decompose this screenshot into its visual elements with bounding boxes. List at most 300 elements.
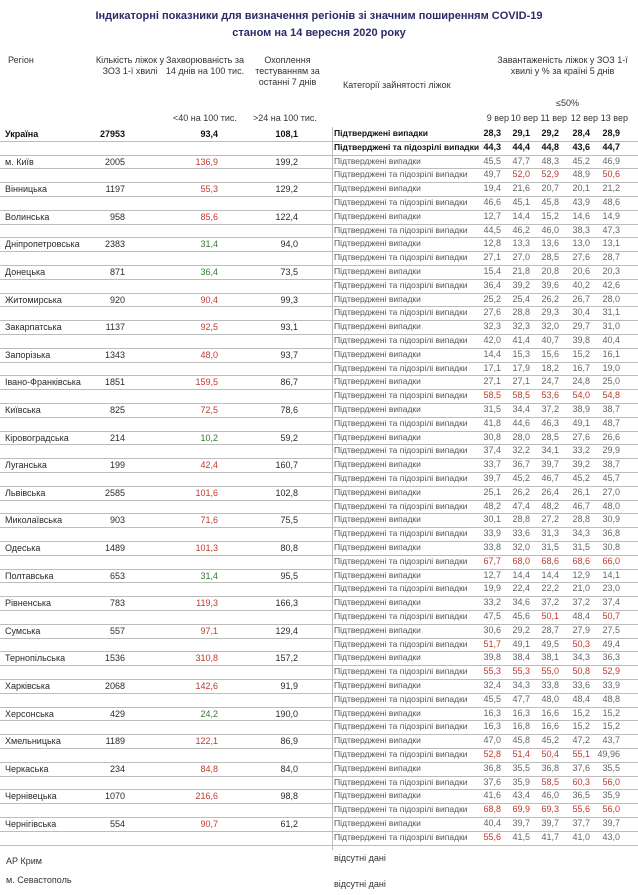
morbidity-value: 216,6 (195, 791, 218, 802)
occupancy-value: 35,5 (602, 762, 620, 773)
occupancy-value: 26,2 (541, 293, 559, 304)
region-name: Херсонська (5, 708, 54, 719)
occupancy-value: 13,0 (572, 238, 590, 249)
occupancy-value: 37,6 (483, 776, 501, 787)
morbidity-value: 72,5 (200, 405, 218, 415)
occupancy-value: 39,8 (483, 652, 501, 663)
coverage-value: 93,1 (280, 322, 298, 333)
confirmed-line (0, 320, 638, 335)
header-region: Регіон (8, 55, 34, 65)
occupancy-value: 54,8 (602, 390, 620, 401)
occupancy-value: 48,9 (572, 169, 590, 180)
confirmed-suspected-line (0, 306, 638, 321)
occupancy-value: 27,1 (483, 376, 501, 387)
occupancy-value: 14,6 (572, 210, 590, 221)
confirmed-suspected-line (0, 803, 638, 818)
occupancy-value: 24,8 (572, 376, 590, 387)
table-row (0, 541, 638, 569)
occupancy-value: 55,3 (512, 666, 530, 677)
category-label: Підтверджені та підозрілі випадки (334, 776, 468, 787)
occupancy-value: 26,4 (541, 486, 559, 497)
occupancy-value: 56,0 (602, 804, 620, 815)
occupancy-value: 31,5 (541, 542, 559, 552)
occupancy-value: 34,1 (541, 445, 559, 456)
category-label: Підтверджені випадки (334, 321, 421, 332)
occupancy-value: 44,6 (512, 417, 530, 428)
morbidity-value: 71,6 (200, 515, 218, 526)
morbidity-value: 310,8 (195, 653, 218, 664)
occupancy-value: 33,8 (483, 542, 501, 552)
category-label: Підтверджені та підозрілі випадки (334, 362, 468, 373)
coverage-value: 98,8 (280, 791, 298, 802)
beds-value: 1851 (104, 377, 125, 388)
occupancy-value: 48,8 (602, 693, 620, 704)
occupancy-value: 52,0 (512, 169, 530, 180)
occupancy-value: 50,4 (541, 748, 559, 759)
occupancy-value: 33,2 (572, 445, 590, 456)
coverage-value: 129,2 (275, 184, 298, 195)
occupancy-value: 55,6 (483, 831, 501, 842)
occupancy-value: 46,6 (483, 196, 501, 207)
beds-value: 1536 (104, 653, 125, 664)
confirmed-line (0, 651, 638, 666)
occupancy-value: 47,7 (512, 155, 530, 166)
occupancy-value: 33,9 (602, 680, 620, 690)
category-label: Підтверджені випадки (334, 404, 421, 414)
confirmed-line (0, 293, 638, 308)
occupancy-value: 38,7 (602, 404, 620, 414)
region-name: Харківська (5, 681, 50, 691)
occupancy-value: 47,5 (483, 610, 501, 621)
category-label: Підтверджені випадки (334, 707, 421, 718)
occupancy-value: 45,2 (512, 472, 530, 483)
region-name: Чернігівська (5, 819, 57, 829)
morbidity-value: 85,6 (200, 211, 218, 222)
occupancy-value: 12,8 (483, 238, 501, 249)
page-title-line1: Індикаторні показники для визначення регіонів зі значним поширенням COVID-19 (95, 10, 543, 22)
occupancy-value: 26,2 (512, 486, 530, 497)
occupancy-value: 44,3 (483, 141, 501, 152)
confirmed-line (0, 707, 638, 722)
beds-value: 2005 (104, 156, 125, 167)
confirmed-line (0, 679, 638, 694)
occupancy-value: 16,8 (512, 721, 530, 732)
confirmed-suspected-line (0, 196, 638, 211)
footer-no-data-sevastopol: відсутні дані (334, 879, 386, 889)
table-row (0, 265, 638, 293)
category-label: Підтверджені випадки (334, 459, 421, 470)
occupancy-value: 38,1 (541, 652, 559, 663)
morbidity-value: 84,8 (200, 763, 218, 774)
confirmed-line (0, 265, 638, 280)
occupancy-value: 15,3 (512, 348, 530, 359)
occupancy-value: 14,4 (512, 569, 530, 580)
table-row (0, 569, 638, 597)
occupancy-value: 36,8 (602, 528, 620, 539)
occupancy-value: 13,3 (512, 238, 530, 249)
table-row (0, 513, 638, 541)
beds-value: 234 (109, 763, 125, 774)
occupancy-value: 25,1 (483, 486, 501, 497)
beds-value: 557 (109, 625, 125, 636)
occupancy-value: 29,9 (602, 445, 620, 456)
beds-value: 1137 (105, 322, 125, 333)
occupancy-value: 16,7 (572, 362, 590, 373)
table-row (0, 679, 638, 707)
occupancy-value: 44,4 (512, 141, 530, 152)
confirmed-line (0, 403, 638, 418)
morbidity-value: 92,5 (200, 322, 218, 333)
occupancy-value: 40,4 (483, 818, 501, 828)
beds-value: 903 (109, 515, 125, 526)
occupancy-value: 14,4 (483, 348, 501, 359)
coverage-value: 99,3 (280, 294, 298, 305)
occupancy-value: 31,5 (572, 542, 590, 552)
occupancy-value: 30,8 (602, 542, 620, 552)
occupancy-value: 50,7 (602, 610, 620, 621)
occupancy-value: 27,0 (602, 486, 620, 497)
confirmed-line (0, 596, 638, 611)
occupancy-value: 14,1 (602, 569, 620, 580)
beds-value: 1197 (105, 184, 125, 195)
region-name: Одеська (5, 543, 41, 553)
header-date: 12 вер (570, 113, 598, 123)
occupancy-value: 12,9 (572, 569, 590, 580)
category-label: Підтверджені випадки (334, 155, 421, 166)
category-label: Підтверджені та підозрілі випадки (334, 169, 468, 180)
region-name: Житомирська (5, 294, 62, 305)
beds-value: 920 (109, 294, 125, 305)
occupancy-value: 20,1 (572, 183, 590, 194)
occupancy-value: 47,4 (512, 500, 530, 511)
footer-no-data-crimea: відсутні дані (334, 853, 386, 863)
occupancy-value: 34,4 (512, 404, 530, 414)
occupancy-value: 50,8 (572, 666, 590, 677)
occupancy-value: 46,7 (572, 500, 590, 511)
table-row (0, 348, 638, 376)
occupancy-value: 68,6 (541, 555, 559, 566)
category-label: Підтверджені та підозрілі випадки (334, 141, 480, 152)
category-label: Підтверджені випадки (334, 293, 421, 304)
occupancy-value: 21,8 (512, 266, 530, 276)
occupancy-value: 29,2 (512, 624, 530, 635)
coverage-value: 157,2 (275, 653, 298, 664)
occupancy-value: 15,2 (541, 210, 559, 221)
morbidity-value: 90,4 (200, 294, 218, 305)
occupancy-value: 48,4 (572, 693, 590, 704)
occupancy-value: 26,7 (572, 293, 590, 304)
occupancy-value: 67,7 (483, 555, 501, 566)
morbidity-value: 101,6 (195, 487, 218, 498)
coverage-value: 86,9 (280, 736, 298, 747)
table-row (0, 707, 638, 735)
occupancy-value: 55,1 (572, 748, 590, 759)
category-label: Підтверджені випадки (334, 680, 421, 690)
category-label: Підтверджені випадки (334, 569, 421, 580)
occupancy-value: 32,3 (483, 321, 501, 332)
morbidity-value: 159,5 (195, 377, 218, 388)
morbidity-value: 31,4 (200, 570, 218, 581)
morbidity-value: 122,1 (195, 736, 218, 747)
occupancy-value: 48,7 (602, 417, 620, 428)
morbidity-value: 90,7 (200, 819, 218, 829)
confirmed-suspected-line (0, 665, 638, 680)
confirmed-line (0, 182, 638, 197)
header-date: 11 вер (540, 113, 567, 123)
table-row (0, 320, 638, 348)
occupancy-value: 53,6 (541, 390, 559, 401)
occupancy-value: 29,2 (541, 128, 559, 138)
coverage-value: 84,0 (280, 763, 298, 774)
occupancy-value: 38,4 (512, 652, 530, 663)
category-label: Підтверджені та підозрілі випадки (334, 196, 468, 207)
occupancy-value: 36,5 (572, 790, 590, 801)
occupancy-value: 29,1 (512, 128, 530, 138)
category-label: Підтверджені випадки (334, 790, 421, 801)
occupancy-value: 66,0 (602, 555, 620, 566)
morbidity-value: 24,2 (200, 708, 218, 719)
occupancy-value: 46,0 (541, 790, 559, 801)
occupancy-value: 40,2 (572, 279, 590, 290)
category-label: Підтверджені випадки (334, 624, 421, 635)
region-name: Дніпропетровська (5, 239, 80, 250)
confirmed-suspected-line (0, 720, 638, 735)
region-name: Івано-Франківська (5, 377, 81, 388)
occupancy-value: 15,6 (541, 348, 559, 359)
occupancy-value: 69,3 (541, 804, 559, 815)
region-name: м. Київ (5, 156, 34, 167)
confirmed-suspected-line (0, 141, 638, 156)
occupancy-value: 13,1 (602, 238, 620, 249)
occupancy-value: 45,2 (541, 735, 559, 746)
occupancy-value: 16,3 (483, 707, 501, 718)
occupancy-value: 37,4 (602, 597, 620, 608)
confirmed-line (0, 541, 638, 556)
confirmed-suspected-line (0, 472, 638, 487)
category-label: Підтверджені випадки (334, 348, 421, 359)
category-label: Підтверджені та підозрілі випадки (334, 445, 468, 456)
table-row (0, 127, 638, 155)
occupancy-value: 38,9 (572, 404, 590, 414)
coverage-value: 94,0 (280, 239, 298, 250)
category-label: Підтверджені випадки (334, 183, 421, 194)
occupancy-value: 45,2 (572, 155, 590, 166)
occupancy-value: 47,0 (483, 735, 501, 746)
table-row (0, 486, 638, 514)
morbidity-value: 31,4 (200, 239, 218, 250)
region-name: Волинська (5, 211, 50, 222)
region-name: Хмельницька (5, 736, 61, 747)
occupancy-value: 28,0 (512, 431, 530, 442)
occupancy-value: 38,3 (572, 224, 590, 235)
occupancy-value: 37,2 (541, 597, 559, 608)
occupancy-value: 39,2 (512, 279, 530, 290)
occupancy-value: 29,3 (541, 307, 559, 318)
occupancy-value: 33,6 (572, 680, 590, 690)
occupancy-value: 47,7 (512, 693, 530, 704)
coverage-value: 199,2 (275, 156, 298, 167)
occupancy-value: 21,2 (602, 183, 620, 194)
occupancy-value: 22,2 (541, 583, 559, 594)
occupancy-value: 30,6 (483, 624, 501, 635)
morbidity-value: 97,1 (200, 625, 218, 636)
coverage-value: 75,5 (280, 515, 298, 526)
occupancy-value: 60,3 (572, 776, 590, 787)
occupancy-value: 47,3 (602, 224, 620, 235)
occupancy-value: 55,6 (572, 804, 590, 815)
confirmed-suspected-line (0, 693, 638, 708)
occupancy-value: 41,7 (541, 831, 559, 842)
occupancy-value: 42,6 (602, 279, 620, 290)
occupancy-value: 45,7 (602, 472, 620, 483)
occupancy-value: 49,5 (541, 638, 559, 649)
occupancy-value: 17,1 (483, 362, 501, 373)
occupancy-value: 27,9 (572, 624, 590, 635)
coverage-value: 73,5 (280, 267, 298, 277)
category-label: Підтверджені та підозрілі випадки (334, 748, 468, 759)
confirmed-line (0, 375, 638, 390)
occupancy-value: 41,5 (512, 831, 530, 842)
occupancy-value: 49,7 (483, 169, 501, 180)
confirmed-line (0, 431, 638, 446)
occupancy-value: 27,1 (483, 252, 501, 263)
category-label: Підтверджені та підозрілі випадки (334, 721, 468, 732)
category-label: Підтверджені випадки (334, 128, 428, 138)
beds-value: 1489 (104, 543, 125, 553)
category-label: Підтверджені та підозрілі випадки (334, 252, 468, 263)
occupancy-value: 28,4 (572, 128, 590, 138)
occupancy-value: 52,9 (602, 666, 620, 677)
morbidity-value: 93,4 (200, 129, 218, 139)
confirmed-line (0, 762, 638, 777)
occupancy-value: 45,8 (512, 735, 530, 746)
confirmed-line (0, 127, 638, 142)
category-label: Підтверджені випадки (334, 376, 421, 387)
coverage-value: 93,7 (280, 349, 298, 360)
header-coverage: Охоплення тестуванням за останні 7 днів (255, 55, 320, 87)
coverage-value: 59,2 (280, 432, 298, 443)
occupancy-value: 14,4 (541, 569, 559, 580)
region-name: Донецька (5, 267, 46, 277)
occupancy-value: 16,6 (541, 707, 559, 718)
header-date: 10 вер (510, 113, 538, 123)
occupancy-value: 28,5 (541, 431, 559, 442)
occupancy-value: 15,2 (602, 707, 620, 718)
category-label: Підтверджені випадки (334, 431, 421, 442)
coverage-value: 78,6 (280, 405, 298, 415)
table-row (0, 651, 638, 679)
occupancy-value: 41,0 (572, 831, 590, 842)
confirmed-line (0, 817, 638, 832)
occupancy-value: 15,4 (483, 266, 501, 276)
coverage-value: 122,4 (275, 211, 298, 222)
occupancy-value: 28,5 (541, 252, 559, 263)
occupancy-value: 68,0 (512, 555, 530, 566)
category-label: Підтверджені випадки (334, 818, 421, 828)
occupancy-value: 14,9 (602, 210, 620, 221)
category-label: Підтверджені випадки (334, 735, 421, 746)
category-label: Підтверджені випадки (334, 652, 421, 663)
occupancy-value: 28,9 (602, 128, 620, 138)
occupancy-value: 28,8 (572, 514, 590, 525)
occupancy-value: 48,0 (602, 500, 620, 511)
morbidity-value: 101,3 (195, 543, 218, 553)
table-row (0, 155, 638, 183)
region-name: Чернівецька (5, 791, 57, 802)
occupancy-value: 45,2 (572, 472, 590, 483)
category-label: Підтверджені та підозрілі випадки (334, 638, 468, 649)
region-name: Закарпатська (5, 322, 62, 333)
occupancy-value: 27,1 (512, 376, 530, 387)
occupancy-value: 30,9 (602, 514, 620, 525)
category-label: Підтверджені випадки (334, 210, 421, 221)
occupancy-value: 45,1 (512, 196, 530, 207)
coverage-value: 61,2 (280, 819, 298, 829)
occupancy-value: 36,4 (483, 279, 501, 290)
category-label: Підтверджені випадки (334, 762, 421, 773)
confirmed-suspected-line (0, 582, 638, 597)
occupancy-value: 37,7 (572, 818, 590, 828)
category-label: Підтверджені та підозрілі випадки (334, 583, 468, 594)
region-name: Україна (5, 129, 39, 139)
occupancy-value: 48,2 (483, 500, 501, 511)
morbidity-value: 136,9 (195, 156, 218, 167)
header-date: 13 вер (600, 113, 628, 123)
region-name: Рівненська (5, 598, 52, 609)
confirmed-suspected-line (0, 444, 638, 459)
occupancy-value: 52,8 (483, 748, 501, 759)
occupancy-value: 52,9 (541, 169, 559, 180)
category-label: Підтверджені та підозрілі випадки (334, 500, 468, 511)
confirmed-line (0, 486, 638, 501)
occupancy-value: 50,1 (541, 610, 559, 621)
occupancy-value: 28,7 (541, 624, 559, 635)
occupancy-value: 49,1 (572, 417, 590, 428)
occupancy-value: 29,7 (572, 321, 590, 332)
occupancy-value: 13,6 (541, 238, 559, 249)
table-row (0, 458, 638, 486)
confirmed-suspected-line (0, 500, 638, 515)
occupancy-value: 45,5 (483, 155, 501, 166)
occupancy-value: 25,4 (512, 293, 530, 304)
occupancy-value: 35,5 (512, 762, 530, 773)
category-label: Підтверджені та підозрілі випадки (334, 666, 468, 677)
confirmed-line (0, 348, 638, 363)
occupancy-value: 19,9 (483, 583, 501, 594)
coverage-value: 102,8 (275, 487, 298, 498)
occupancy-value: 18,2 (541, 362, 559, 373)
coverage-value: 108,1 (275, 129, 298, 139)
morbidity-value: 55,3 (200, 184, 218, 195)
occupancy-value: 16,3 (512, 707, 530, 718)
occupancy-value: 28,8 (512, 307, 530, 318)
table-row (0, 734, 638, 762)
occupancy-value: 55,3 (483, 666, 501, 677)
occupancy-value: 56,0 (602, 776, 620, 787)
region-name: Луганська (5, 460, 47, 471)
occupancy-value: 41,6 (483, 790, 501, 801)
region-name: Тернопільська (5, 653, 66, 664)
coverage-value: 86,7 (280, 377, 298, 388)
footer-crimea: АР Крим (6, 856, 42, 866)
occupancy-value: 37,2 (541, 404, 559, 414)
confirmed-suspected-line (0, 334, 638, 349)
occupancy-value: 19,4 (483, 183, 501, 194)
table-row (0, 375, 638, 403)
table-row (0, 237, 638, 265)
category-label: Підтверджені випадки (334, 238, 421, 249)
beds-value: 1070 (104, 791, 125, 802)
